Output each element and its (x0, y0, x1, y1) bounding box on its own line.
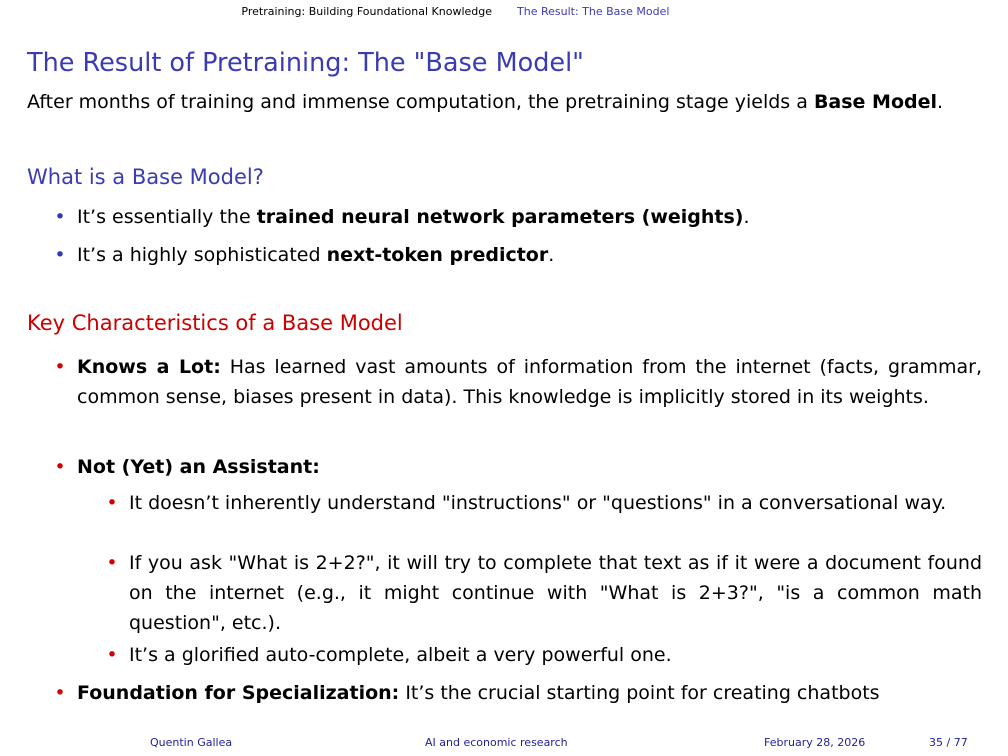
item-bold: Not (Yet) an Assistant: (77, 456, 320, 478)
item-bold: trained neural network parameters (weights) (256, 206, 744, 228)
bullet-icon: • (106, 644, 118, 666)
sub-list-item (102, 488, 982, 518)
footer-author: Quentin Gallea (150, 736, 233, 749)
item-text: It’s a highly sophisticated (77, 244, 327, 266)
header-section-link[interactable]: Pretraining: Building Foundational Knowledge (241, 5, 492, 18)
item-text: It’s essentially the (77, 206, 257, 228)
intro-bold: Base Model (813, 91, 938, 113)
slide-footer (0, 736, 1008, 752)
item-text: It’s a glorified auto-complete, albeit a very powerful one. (129, 644, 672, 666)
list-item (50, 202, 982, 232)
item-bold: Foundation for Specialization: (77, 682, 400, 704)
item-text: It’s the crucial starting point for creating chatbots (399, 682, 880, 704)
bullet-icon: • (54, 244, 66, 266)
list-item (50, 352, 982, 412)
item-text: It doesn’t inherently understand "instructions" or "questions" in a conversational way. (129, 492, 947, 514)
intro-text: After months of training and immense computation, the pretraining stage yields a (27, 91, 814, 113)
slide-title: The Result of Pretraining: The "Base Model" (27, 48, 584, 78)
item-end: . (743, 206, 750, 228)
item-text: Has learned vast amounts of information from the internet (facts, grammar, common sense, biases present in data). This knowledge is implicitly stored in its weights. (77, 356, 982, 408)
bullet-icon: • (106, 552, 118, 574)
intro-paragraph (27, 88, 982, 116)
bullet-icon: • (106, 492, 118, 514)
item-end: . (548, 244, 555, 266)
block-title-key-characteristics: Key Characteristics of a Base Model (27, 311, 403, 335)
footer-page-number: 35 / 77 (929, 736, 968, 749)
bullet-icon: • (54, 456, 66, 478)
list-item (50, 452, 982, 482)
intro-end: . (937, 91, 944, 113)
header-subsection-link[interactable]: The Result: The Base Model (517, 5, 670, 18)
sub-list-item (102, 548, 982, 638)
item-bold: next-token predictor (326, 244, 549, 266)
sub-list-item (102, 640, 982, 670)
item-bold: Knows a Lot: (77, 356, 221, 378)
slide-header (0, 5, 1008, 21)
block-title-what-is: What is a Base Model? (27, 165, 264, 189)
list-item (50, 678, 990, 708)
footer-date: February 28, 2026 (764, 736, 866, 749)
bullet-icon: • (54, 356, 66, 378)
bullet-icon: • (54, 682, 66, 704)
footer-title: AI and economic research (425, 736, 568, 749)
item-text: If you ask "What is 2+2?", it will try to complete that text as if it were a document found on the internet (e.g., it might continue with "What is 2+3?", "is a common math question", etc.). (129, 552, 982, 634)
bullet-icon: • (54, 206, 66, 228)
list-item (50, 240, 982, 270)
